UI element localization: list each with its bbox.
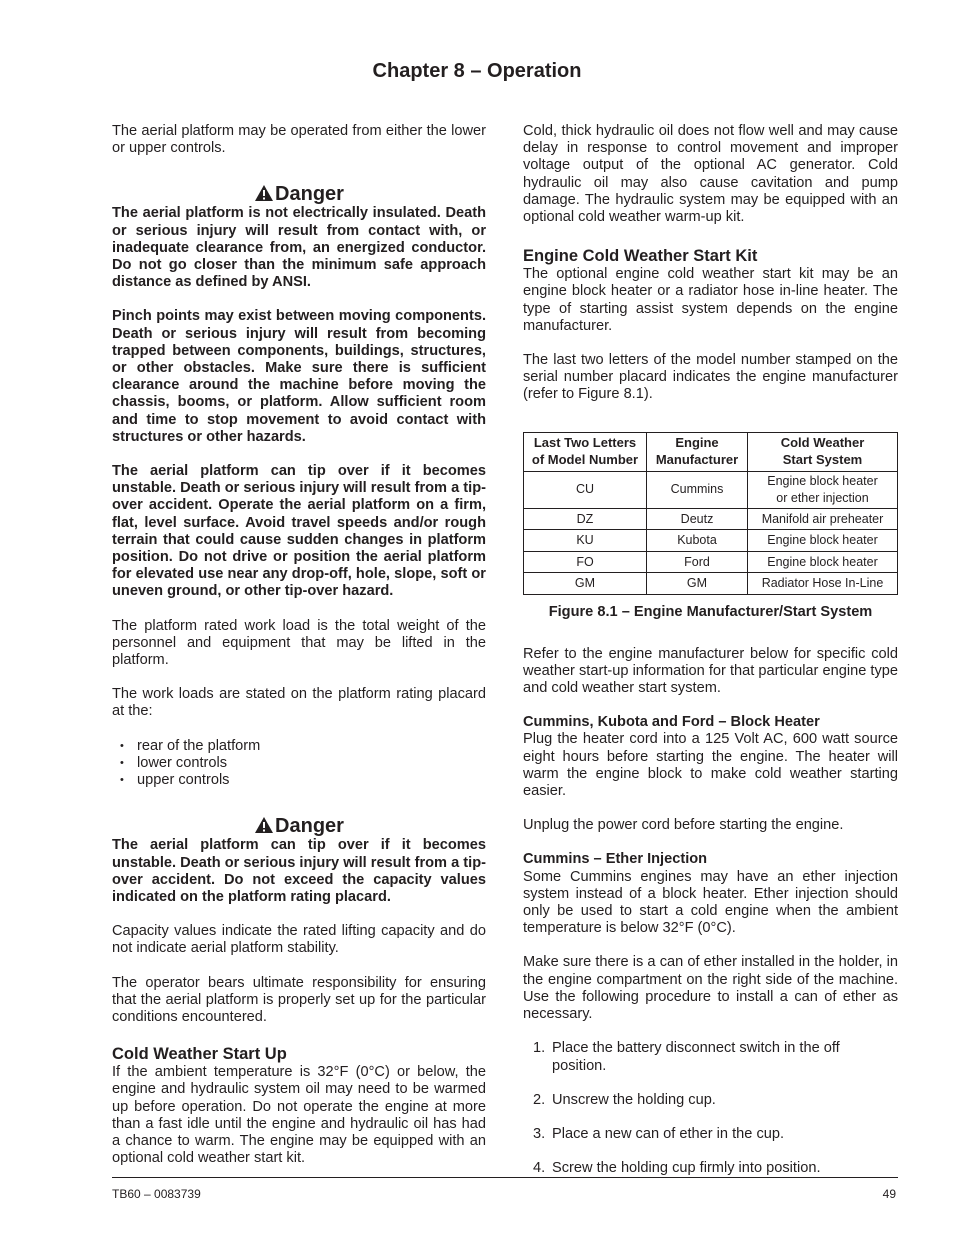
table-cell: Cummins bbox=[647, 471, 748, 508]
work-loads-paragraph: The work loads are stated on the platform rating placard at the: bbox=[112, 686, 486, 720]
column-header: Last Two Letters of Model Number bbox=[524, 432, 647, 471]
refer-paragraph: Refer to the engine manufacturer below for specific cold weather start-up information for that particular engine type and cold weather start system. bbox=[523, 645, 898, 697]
table-header-row bbox=[524, 432, 898, 471]
table-cell: FO bbox=[524, 551, 647, 573]
danger-heading-2 bbox=[112, 815, 486, 837]
placard-location-list bbox=[112, 738, 486, 790]
left-column bbox=[112, 123, 486, 1167]
warning-triangle-icon bbox=[254, 816, 274, 834]
danger-paragraph: Pinch points may exist between moving components. Death or serious injury will result from becoming trapped between components, buildings, structures, or other obstacles. Make sure there is sufficient clearance around the machine before moving the chassis, booms, or platform. Allow sufficient room and time to stop movement to avoid contact with structures or other hazards. bbox=[112, 308, 486, 445]
table-row bbox=[524, 551, 898, 573]
list-item: 1. Place the battery disconnect switch in the off position. bbox=[533, 1040, 840, 1074]
table-cell: CU bbox=[524, 471, 647, 508]
table-cell: Engine block heater bbox=[748, 530, 898, 552]
unplug-paragraph: Unplug the power cord before starting the engine. bbox=[523, 817, 844, 834]
block-heater-heading: Cummins, Kubota and Ford – Block Heater bbox=[523, 714, 820, 731]
footer-divider bbox=[112, 1177, 898, 1178]
warning-triangle-icon bbox=[254, 184, 274, 202]
table-row bbox=[524, 530, 898, 552]
list-item: 3. Place a new can of ether in the cup. bbox=[533, 1125, 785, 1142]
cold-oil-paragraph: Cold, thick hydraulic oil does not flow well and may cause delay in response to control movement and improper voltage output of the optional AC generator. Cold hydraulic oil may also cause cavitation and pump damage. The hydraulic system may be equipped with an optional cold weather warm-up kit. bbox=[523, 123, 898, 226]
table-cell: Manifold air preheater bbox=[748, 508, 898, 530]
table-row bbox=[524, 573, 898, 595]
model-number-paragraph: The last two letters of the model number stamped on the serial number placard indicates the engine manufacturer (refer to Figure 8.1). bbox=[523, 352, 898, 403]
cold-weather-heading: Cold Weather Start Up bbox=[112, 1045, 287, 1064]
start-kit-paragraph: The optional engine cold weather start kit may be an engine block heater or a radiator hose in-line heater. The type of starting assist system depends on the engine manufacturer. bbox=[523, 266, 898, 334]
ether-install-steps bbox=[523, 1040, 898, 1177]
danger-block-1 bbox=[112, 205, 486, 600]
block-heater-paragraph: Plug the heater cord into a 125 Volt AC, 600 watt source eight hours before starting the engine. The heater will warm the engine block to make cold weather starting easier. bbox=[523, 731, 898, 800]
column-header: Cold Weather Start System bbox=[748, 432, 898, 471]
list-item: • lower controls bbox=[112, 755, 486, 772]
ether-can-paragraph: Make sure there is a can of ether installed in the holder, in the engine compartment on the right side of the machine. Use the following procedure to install a can of ether as necessary. bbox=[523, 954, 898, 1023]
engine-manufacturer-table bbox=[523, 432, 898, 595]
danger-block-2 bbox=[112, 837, 486, 906]
list-item: 2. Unscrew the holding cup. bbox=[533, 1091, 716, 1108]
table-cell: GM bbox=[647, 573, 748, 595]
operator-paragraph: The operator bears ultimate responsibility for ensuring that the aerial platform is properly set up for the particular conditions encountered. bbox=[112, 974, 486, 1025]
table-cell: Radiator Hose In-Line bbox=[748, 573, 898, 595]
table-cell: Ford bbox=[647, 551, 748, 573]
page-title: Chapter 8 – Operation bbox=[372, 60, 582, 82]
danger-heading-1 bbox=[112, 183, 486, 205]
danger-paragraph: The aerial platform can tip over if it becomes unstable. Death or serious injury will result from a tip-over accident. Do not exceed the capacity values indicated on the platform rating placard. bbox=[112, 837, 486, 905]
cold-weather-paragraph: If the ambient temperature is 32°F (0°C) or below, the engine and hydraulic system oil may need to be warmed up before operation. Do not operate the engine at more than a fast idle until the engine and hydraulic oil has had a chance to warm. The engine may be equipped with an optional cold weather start kit. bbox=[112, 1064, 486, 1167]
rated-load-paragraph: The platform rated work load is the total weight of the personnel and equipment that may be lifted in the platform. bbox=[112, 617, 486, 669]
table-cell: Kubota bbox=[647, 530, 748, 552]
list-item: 4. Screw the holding cup firmly into position. bbox=[533, 1160, 821, 1177]
table-cell: DZ bbox=[524, 508, 647, 530]
table-row bbox=[524, 508, 898, 530]
start-kit-heading: Engine Cold Weather Start Kit bbox=[523, 247, 758, 266]
danger-heading-1-label: Danger bbox=[275, 183, 344, 206]
table-cell: KU bbox=[524, 530, 647, 552]
danger-paragraph: The aerial platform can tip over if it becomes unstable. Death or serious injury will result from a tip-over accident. Operate the aerial platform on a firm, flat, level surface. Avoid travel speeds and/or rough terrain that could cause sudden changes in platform position. Do not drive or position the aerial platform for elevated use near any drop-off, hole, slope, soft or uneven ground, or other tip-over hazard. bbox=[112, 463, 486, 600]
figure-caption: Figure 8.1 – Engine Manufacturer/Start System bbox=[548, 603, 873, 620]
ether-injection-heading: Cummins – Ether Injection bbox=[523, 851, 708, 868]
list-item: • upper controls bbox=[112, 772, 486, 789]
list-item: • rear of the platform bbox=[112, 738, 486, 755]
capacity-paragraph: Capacity values indicate the rated lifting capacity and do not indicate aerial platform stability. bbox=[112, 923, 486, 957]
intro-paragraph: The aerial platform may be operated from either the lower or upper controls. bbox=[112, 123, 486, 157]
danger-paragraph: The aerial platform is not electrically insulated. Death or serious injury will result from contact with, or inadequate clearance from, an energized conductor. Do not go closer than the minimum safe approach distance as defined by ANSI. bbox=[112, 205, 486, 291]
table-row bbox=[524, 471, 898, 508]
table-cell: Engine block heater or ether injection bbox=[748, 471, 898, 508]
ether-injection-paragraph: Some Cummins engines may have an ether injection system instead of a block heater. Ether injection should only be used to start a cold engine when the ambient temperature is below 32°F (0°C). bbox=[523, 868, 898, 937]
footer-doc-id: TB60 – 0083739 bbox=[112, 1187, 201, 1201]
column-header: Engine Manufacturer bbox=[647, 432, 748, 471]
table-cell: GM bbox=[524, 573, 647, 595]
page-number: 49 bbox=[882, 1187, 896, 1201]
danger-heading-2-label: Danger bbox=[275, 815, 344, 838]
table-cell: Deutz bbox=[647, 508, 748, 530]
table-cell: Engine block heater bbox=[748, 551, 898, 573]
right-column bbox=[523, 123, 898, 1194]
